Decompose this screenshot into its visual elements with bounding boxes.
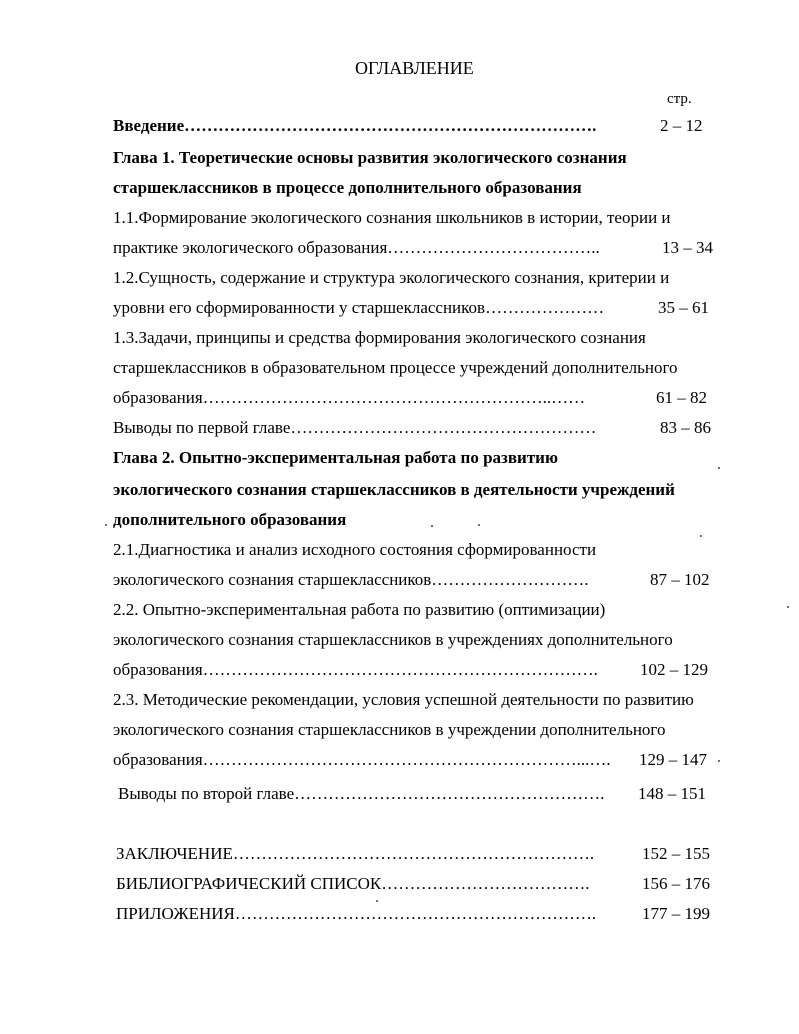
- toc-chapter1-title-line1: Глава 1. Теоретические основы развития экологического сознания: [113, 148, 627, 167]
- toc-section-2-2-line3: образования…………………………………………………………….: [113, 660, 598, 679]
- page-title: ОГЛАВЛЕНИЕ: [355, 58, 474, 78]
- page-column-label: стр.: [667, 91, 692, 107]
- toc-section-1-2-line2: уровни его сформированности у старшеклассников…………………: [113, 298, 605, 317]
- toc-section-1-1-line2: практике экологического образования………………………………..: [113, 238, 600, 257]
- toc-section-2-1-line2: экологического сознания старшеклассников……………………….: [113, 570, 589, 589]
- toc-conclusions-chapter1: Выводы по первой главе………………………………………………: [113, 418, 597, 437]
- toc-section-2-2-pages: 102 – 129: [640, 660, 708, 679]
- toc-intro-pages: 2 – 12: [660, 116, 703, 135]
- toc-chapter2-title-line1: Глава 2. Опытно-экспериментальная работа по развитию: [113, 448, 558, 467]
- toc-section-2-3-pages: 129 – 147: [639, 750, 707, 769]
- toc-conclusion: ЗАКЛЮЧЕНИЕ……………………………………………………….: [116, 844, 595, 863]
- scan-speck: [787, 606, 789, 608]
- toc-chapter2-title-line2: экологического сознания старшеклассников в деятельности учреждений: [113, 480, 675, 499]
- scan-speck: [376, 900, 378, 902]
- scan-speck: [105, 524, 107, 526]
- scan-speck: [718, 467, 720, 469]
- toc-appendices-pages: 177 – 199: [642, 904, 710, 923]
- toc-section-1-1-pages: 13 – 34: [662, 238, 713, 257]
- scan-speck: [700, 535, 702, 537]
- toc-section-1-3-line2: старшеклассников в образовательном процессе учреждений дополнительного: [113, 358, 678, 377]
- toc-intro: Введение……………………………………………………………….: [113, 116, 597, 135]
- toc-chapter1-title-line2: старшеклассников в процессе дополнительного образования: [113, 178, 582, 197]
- toc-conclusions-chapter1-pages: 83 – 86: [660, 418, 711, 437]
- toc-section-1-2-pages: 35 – 61: [658, 298, 709, 317]
- toc-section-2-3-line2: экологического сознания старшеклассников в учреждении дополнительного: [113, 720, 666, 739]
- toc-bibliography: БИБЛИОГРАФИЧЕСКИЙ СПИСОК……………………………….: [116, 874, 590, 893]
- toc-conclusions-chapter2-pages: 148 – 151: [638, 784, 706, 803]
- toc-section-1-3-pages: 61 – 82: [656, 388, 707, 407]
- toc-conclusion-pages: 152 – 155: [642, 844, 710, 863]
- scan-speck: [431, 525, 433, 527]
- scan-speck: [478, 524, 480, 526]
- toc-section-1-2-line1: 1.2.Сущность, содержание и структура экологического сознания, критерии и: [113, 268, 670, 287]
- toc-chapter2-title-line3: дополнительного образования: [113, 510, 347, 529]
- toc-section-1-3-line3: образования……………………………………………………..……: [113, 388, 586, 407]
- toc-section-2-2-line1: 2.2. Опытно-экспериментальная работа по развитию (оптимизации): [113, 600, 606, 619]
- toc-section-2-2-line2: экологического сознания старшеклассников в учреждениях дополнительного: [113, 630, 673, 649]
- toc-section-2-3-line3: образования…………………………………………………………...….: [113, 750, 611, 769]
- toc-section-1-1-line1: 1.1.Формирование экологического сознания школьников в истории, теории и: [113, 208, 671, 227]
- toc-appendices: ПРИЛОЖЕНИЯ……………………………………………………….: [116, 904, 597, 923]
- toc-section-2-1-line1: 2.1.Диагностика и анализ исходного состояния сформированности: [113, 540, 597, 559]
- scan-speck: [718, 760, 720, 762]
- toc-bibliography-pages: 156 – 176: [642, 874, 710, 893]
- toc-section-1-3-line1: 1.3.Задачи, принципы и средства формирования экологического сознания: [113, 328, 646, 347]
- toc-section-2-3-line1: 2.3. Методические рекомендации, условия успешной деятельности по развитию: [113, 690, 694, 709]
- toc-conclusions-chapter2: Выводы по второй главе……………………………………………….: [118, 784, 605, 803]
- toc-section-2-1-pages: 87 – 102: [650, 570, 710, 589]
